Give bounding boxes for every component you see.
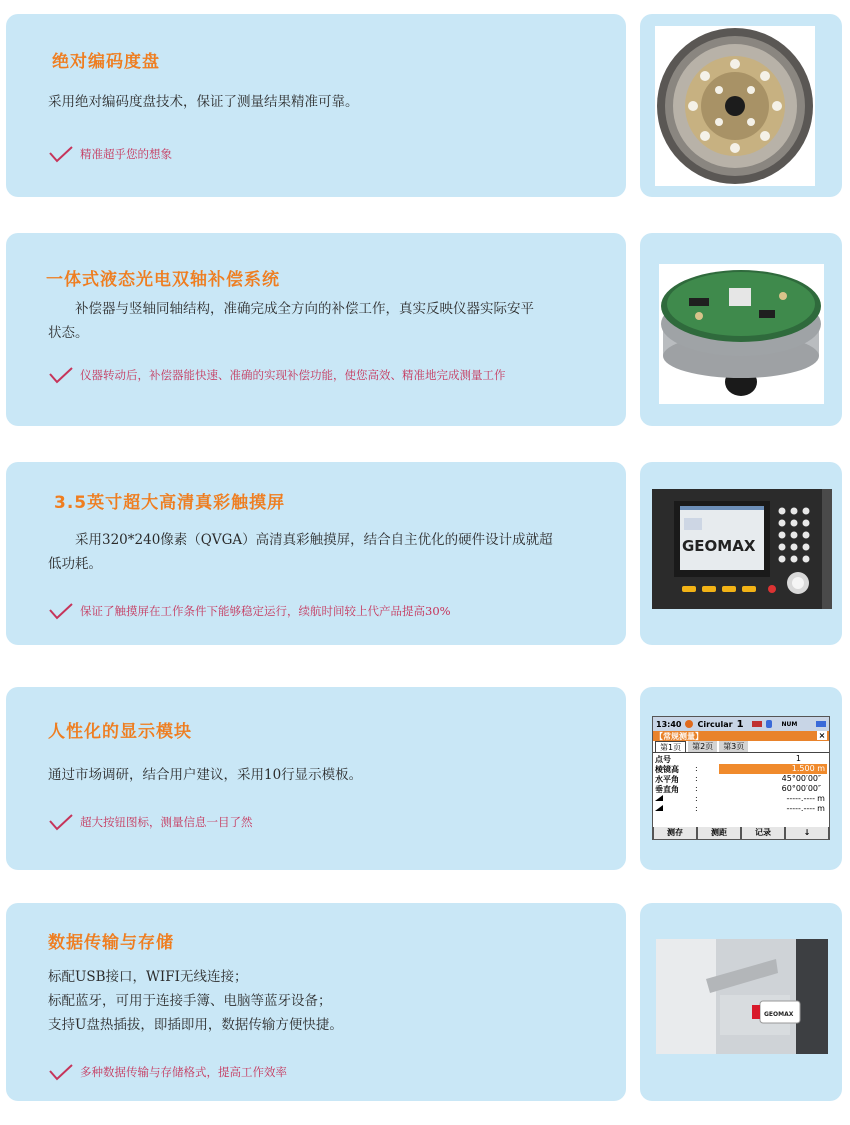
encoder-disc-photo (655, 26, 815, 186)
row-value: -----.---- (786, 804, 815, 813)
image-card-3 (640, 462, 842, 645)
section-body (48, 965, 608, 1037)
feature-item (48, 366, 506, 384)
body-line: 标配USB接口，WIFI无线连接； (48, 969, 248, 985)
body-line: 状态。 (48, 325, 89, 341)
row-sep: : (695, 794, 698, 803)
row-unit: m (817, 764, 825, 773)
section-title: 一体式液态光电双轴补偿系统 (46, 270, 280, 290)
screen-row (655, 794, 827, 804)
image-card-2 (640, 233, 842, 426)
softkey-down[interactable]: ↓ (786, 827, 828, 839)
display-screen (652, 716, 830, 840)
row-unit: m (817, 804, 825, 813)
close-icon[interactable]: × (818, 731, 826, 740)
section-card-5 (6, 903, 626, 1101)
row-value-highlight[interactable] (719, 764, 827, 774)
feature-text: 多种数据传输与存储格式，提高工作效率 (80, 1065, 287, 1079)
row-value: -----.---- (786, 794, 815, 803)
bluetooth-icon (766, 720, 772, 728)
softkey-measure-distance[interactable]: 测距 (698, 827, 740, 839)
feature-text: 保证了触摸屏在工作条件下能够稳定运行，续航时间较上代产品提高30% (80, 604, 451, 618)
feature-item (48, 813, 253, 831)
body-line: 通过市场调研，结合用户建议，采用10行显示模板。 (48, 767, 363, 783)
usb-logo-text: GEOMAX (764, 1011, 794, 1018)
screen-tabs (653, 741, 829, 753)
feature-text: 超大按钮图标，测量信息一目了然 (80, 815, 253, 829)
body-line: 支持U盘热插拔，即插即用，数据传输方便快捷。 (48, 1017, 343, 1033)
geomax-logo-text: GEOMAX (682, 537, 756, 555)
checkmark-icon (48, 366, 74, 384)
row-value: 1 (795, 754, 801, 763)
screen-row (655, 784, 827, 794)
touchscreen-photo (652, 489, 832, 609)
row-label: 水平角 (655, 775, 679, 784)
feature-text: 精准超乎您的想象 (80, 147, 172, 161)
softkey-measure-store[interactable]: 测存 (654, 827, 696, 839)
screen-header (653, 731, 829, 741)
row-sep: : (695, 804, 698, 813)
section-card-2 (6, 233, 626, 426)
section-title: 绝对编码度盘 (52, 52, 160, 72)
body-line: 补偿器与竖轴同轴结构，准确完成全方向的补偿工作，真实反映仪器实际安平 (48, 301, 534, 317)
screen-row (655, 754, 827, 764)
image-card-1 (640, 14, 842, 197)
image-card-5 (640, 903, 842, 1101)
card-icon (816, 721, 826, 727)
feature-item (48, 1063, 287, 1081)
body-line: 采用320*240像素（QVGA）高清真彩触摸屏，结合自主优化的硬件设计成就超 (48, 532, 553, 548)
section-body (48, 297, 608, 345)
app-name: Circular (697, 719, 733, 729)
tab-page-1[interactable]: 第1页 (655, 741, 686, 752)
screen-row (655, 774, 827, 784)
body-line: 标配蓝牙，可用于连接手簿、电脑等蓝牙设备； (48, 993, 332, 1009)
target-icon (685, 720, 693, 728)
body-line: 低功耗。 (48, 556, 102, 572)
row-unit: m (817, 794, 825, 803)
section-title: 人性化的显示模块 (48, 722, 192, 742)
checkmark-icon (48, 1063, 74, 1081)
section-card-1 (6, 14, 626, 197)
header-title: 【常规测量】 (655, 731, 703, 741)
screen-row (655, 764, 827, 774)
row-sep: : (695, 764, 698, 773)
time-text: 13:40 (656, 719, 682, 729)
image-card-4 (640, 687, 842, 870)
body-line: 采用绝对编码度盘技术，保证了测量结果精准可靠。 (48, 94, 359, 110)
section-body (48, 90, 608, 114)
row-value: 60°00′00″ (781, 784, 821, 793)
row-sep: : (695, 774, 698, 783)
section-title: 数据传输与存储 (48, 933, 174, 953)
tab-page-2[interactable]: 第2页 (688, 741, 717, 752)
row-label: 棱镜高 (655, 765, 679, 774)
row-label: 垂直角 (655, 785, 679, 794)
compensator-board-photo (659, 264, 824, 404)
checkmark-icon (48, 145, 74, 163)
row-label: 点号 (655, 755, 671, 764)
tab-page-3[interactable]: 第3页 (719, 741, 748, 752)
softkey-bar (653, 827, 829, 839)
slope-icon (655, 794, 695, 804)
battery-icon (752, 721, 762, 727)
section-card-4 (6, 687, 626, 870)
section-body (48, 763, 608, 787)
row-sep: : (695, 784, 698, 793)
feature-item (48, 145, 172, 163)
checkmark-icon (48, 602, 74, 620)
screen-status-bar (653, 717, 829, 731)
screen-rows (653, 753, 829, 815)
usb-drive-photo (656, 939, 828, 1054)
feature-item (48, 602, 451, 620)
slope-icon (655, 804, 695, 814)
checkmark-icon (48, 813, 74, 831)
face-indicator: 1 (736, 718, 744, 730)
num-indicator: NUM (781, 720, 798, 728)
softkey-record[interactable]: 记录 (742, 827, 784, 839)
section-card-3 (6, 462, 626, 645)
row-value: 1.500 (791, 764, 815, 773)
screen-row (655, 804, 827, 814)
feature-text: 仪器转动后，补偿器能快速、准确的实现补偿功能，使您高效、精准地完成测量工作 (80, 368, 506, 382)
section-body (48, 528, 608, 576)
row-value: 45°00′00″ (781, 774, 821, 783)
section-title: 3.5英寸超大高清真彩触摸屏 (54, 493, 286, 513)
